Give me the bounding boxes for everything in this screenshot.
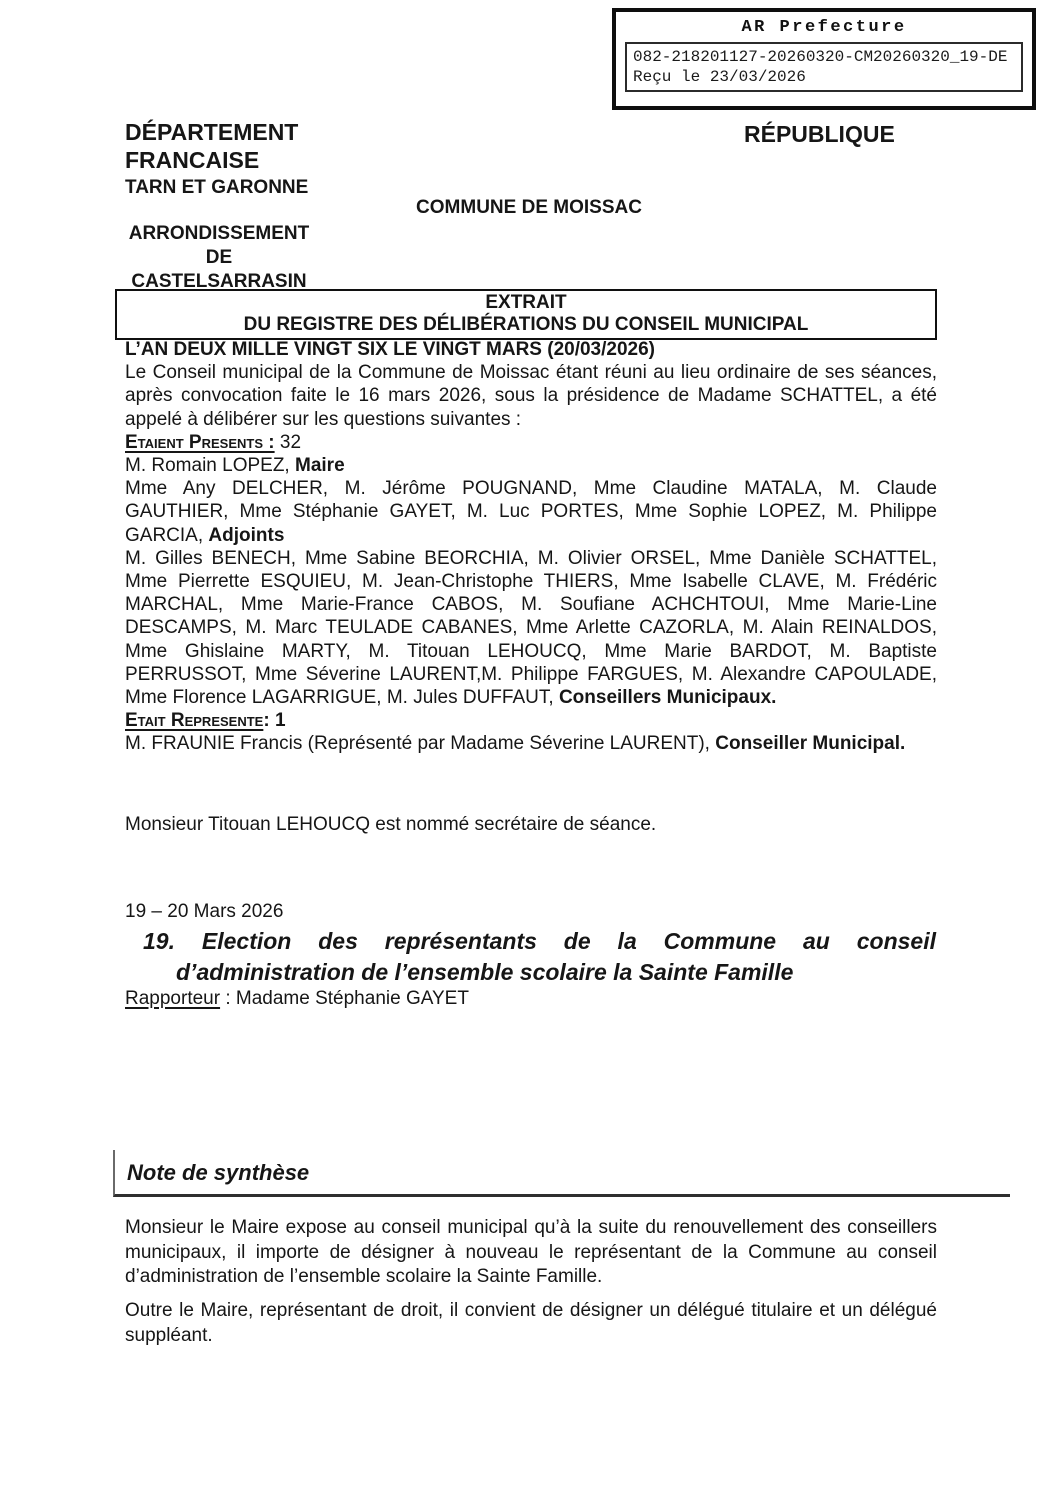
prefecture-stamp-inner-box xyxy=(625,42,1023,92)
conseillers-line: M. Gilles BENECH, Mme Sabine BEORCHIA, M. Olivier ORSEL, Mme Danièle SCHATTEL, xyxy=(125,547,937,569)
department-line2: FRANCAISE xyxy=(125,147,260,173)
session-intro-line: Le Conseil municipal de la Commune de Moissac étant réuni au lieu ordinaire de ses séances, xyxy=(125,362,937,384)
mayor-line xyxy=(125,454,937,477)
stamp-reference-number: 082-218201127-20260320-CM20260320_19-DE xyxy=(633,48,1008,66)
conseillers-last-names: Mme Florence LAGARRIGUE, M. Jules DUFFAUT, xyxy=(125,687,554,709)
represented-count-line xyxy=(125,709,937,732)
note-synthese-heading: Note de synthèse xyxy=(113,1150,1010,1197)
adjoints-last-line xyxy=(125,524,937,547)
session-opening-line: L’AN DEUX MILLE VINGT SIX LE VINGT MARS (20/03/2026) xyxy=(125,339,655,360)
conseillers-line: PERRUSSOT, Mme Séverine LAURENT,M. Philippe FARGUES, M. Alexandre CAPOULADE, xyxy=(125,663,937,685)
prefecture-stamp-title: AR Prefecture xyxy=(741,18,907,37)
commune-label: COMMUNE DE MOISSAC xyxy=(416,197,642,218)
note-paragraph-2 xyxy=(125,1299,937,1348)
deliberation-title-line1: 19. Election des représentants de la Commune au conseil xyxy=(143,928,936,954)
adjoints-title: Adjoints xyxy=(208,524,285,546)
represented-label: Etait Represente xyxy=(125,710,264,732)
represented-member-name: M. FRAUNIE Francis (Représenté par Madame Séverine LAURENT), xyxy=(125,733,710,755)
extract-title-box xyxy=(115,289,937,340)
extract-title-line2: DU REGISTRE DES DÉLIBÉRATIONS DU CONSEIL MUNICIPAL xyxy=(243,313,809,335)
deliberation-title xyxy=(143,926,936,988)
stamp-received-date: Reçu le 23/03/2026 xyxy=(633,68,806,86)
conseillers-line: MARCHAL, Mme Marie-France CABOS, M. Soufiane ACHCHTOUI, Mme Marie-Line xyxy=(125,594,937,616)
deliberation-title-line2: d’administration de l’ensemble scolaire la Sainte Famille xyxy=(176,959,794,985)
adjoints-line: GAUTHIER, Mme Stéphanie GAYET, M. Luc PORTES, Mme Sophie LOPEZ, M. Philippe xyxy=(125,501,937,523)
note-paragraph-1 xyxy=(125,1216,937,1290)
mayor-name: M. Romain LOPEZ, xyxy=(125,455,290,477)
secretary-line: Monsieur Titouan LEHOUCQ est nommé secrétaire de séance. xyxy=(125,814,657,835)
arrondissement-line1: ARRONDISSEMENT xyxy=(128,223,310,244)
arrondissement-block xyxy=(100,222,338,294)
rapporteur-label: Rapporteur xyxy=(125,988,221,1009)
rapporteur-name: : Madame Stéphanie GAYET xyxy=(220,988,469,1009)
conseillers-line: DESCAMPS, M. Marc TEULADE CABANES, Mme Arlette CAZORLA, M. Alain REINALDOS, xyxy=(125,617,937,639)
present-count-line xyxy=(125,431,937,454)
conseillers-line: Mme Ghislaine MARTY, M. Titouan LEHOUCQ, Mme Marie BARDOT, M. Baptiste xyxy=(125,640,937,662)
department-line1: DÉPARTEMENT xyxy=(125,119,299,145)
represented-member-line xyxy=(125,732,937,755)
session-body xyxy=(125,338,937,756)
adjoints-last-name: GARCIA, xyxy=(125,524,204,546)
republic-label: RÉPUBLIQUE xyxy=(744,121,895,147)
represented-count: : 1 xyxy=(263,710,286,732)
conseillers-title: Conseillers Municipaux. xyxy=(558,687,777,709)
arrondissement-line3: CASTELSARRASIN xyxy=(131,271,307,292)
session-date-range: 19 – 20 Mars 2026 xyxy=(125,901,284,922)
conseillers-last-line xyxy=(125,686,937,709)
adjoints-line: Mme Any DELCHER, M. Jérôme POUGNAND, Mme Claudine MATALA, M. Claude xyxy=(125,478,937,500)
session-intro-line: après convocation faite le 16 mars 2026, sous la présidence de Madame SCHATTEL, a été xyxy=(125,385,937,407)
present-label: Etaient Presents : xyxy=(125,431,275,453)
note-para2-line: suppléant. xyxy=(125,1324,213,1346)
present-count: 32 xyxy=(279,431,302,453)
prefecture-stamp-box xyxy=(612,8,1036,110)
arrondissement-line2: DE xyxy=(205,247,233,268)
department-line3: TARN ET GARONNE xyxy=(125,177,309,198)
note-para1-line: municipaux, il importe de désigner à nouveau le représentant de la Commune au conseil xyxy=(125,1241,937,1263)
represented-member-title: Conseiller Municipal. xyxy=(715,733,906,755)
session-intro-line: appelé à délibérer sur les questions suivantes : xyxy=(125,408,522,430)
note-para2-line: Outre le Maire, représentant de droit, il convient de désigner un délégué titulaire et un délégué xyxy=(125,1300,937,1321)
extract-title-line1: EXTRAIT xyxy=(485,292,567,313)
note-para1-line: d’administration de l’ensemble scolaire la Sainte Famille. xyxy=(125,1266,603,1287)
rapporteur-line xyxy=(125,988,469,1010)
note-para1-line: Monsieur le Maire expose au conseil municipal qu’à la suite du renouvellement des conseillers xyxy=(125,1217,937,1238)
department-block xyxy=(125,118,308,200)
conseillers-line: Mme Pierrette ESQUIEU, M. Jean-Christophe THIERS, Mme Isabelle CLAVE, M. Frédéric xyxy=(125,571,937,593)
mayor-title: Maire xyxy=(295,455,345,477)
